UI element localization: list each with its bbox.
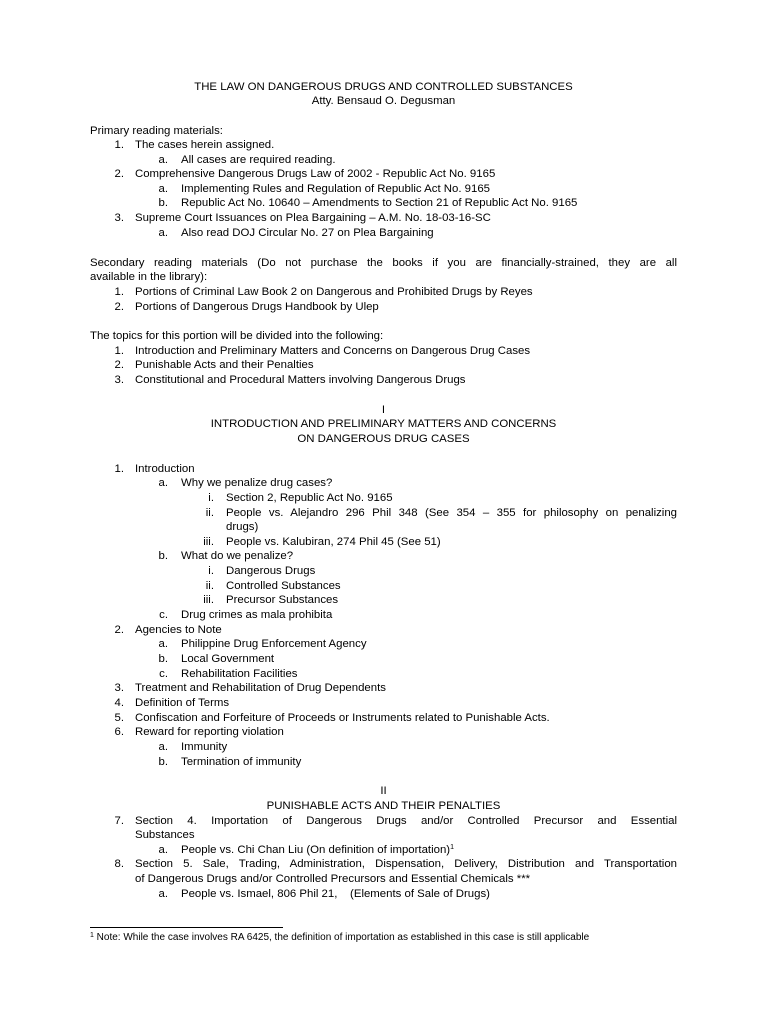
list-number: 2. (114, 624, 124, 636)
list-item: What do we penalize? (181, 550, 294, 562)
list-item: The cases herein assigned. (135, 139, 275, 151)
list-roman: iii. (203, 536, 214, 548)
list-item: Treatment and Rehabilitation of Drug Dependents (135, 682, 386, 694)
list-item: Drug crimes as mala prohibita (181, 609, 333, 621)
section-title: ON DANGEROUS DRUG CASES (297, 433, 470, 445)
list-item-cont: of Dangerous Drugs and/or Controlled Precursors and Essential Chemicals *** (135, 873, 531, 885)
list-number: 2. (114, 301, 124, 313)
footnote-reference[interactable]: 1 (450, 844, 454, 851)
list-number: 2. (114, 168, 124, 180)
footnote-divider (90, 927, 283, 928)
list-item: Dangerous Drugs (226, 565, 316, 577)
list-item-cont: Substances (135, 829, 195, 841)
list-item: Reward for reporting violation (135, 726, 284, 738)
list-letter: a. (158, 183, 168, 195)
list-letter: a. (158, 638, 168, 650)
list-letter: a. (158, 741, 168, 753)
list-roman: i. (208, 492, 214, 504)
list-item: Controlled Substances (226, 580, 341, 592)
list-letter: a. (158, 227, 168, 239)
secondary-heading-cont: available in the library): (90, 271, 208, 283)
list-roman: ii. (205, 580, 214, 592)
section-numeral: I (381, 404, 386, 416)
list-item: Introduction and Preliminary Matters and Concerns on Dangerous Drug Cases (135, 345, 531, 357)
list-item: Comprehensive Dangerous Drugs Law of 2002 - Republic Act No. 9165 (135, 168, 496, 180)
list-item: Section 4. Importation of Dangerous Drugs and/or Controlled Precursor and Essential (135, 815, 677, 827)
section-title: PUNISHABLE ACTS AND THEIR PENALTIES (266, 800, 501, 812)
footnote-mark: 1 (90, 932, 94, 939)
footnote (90, 931, 589, 945)
list-number: 3. (114, 682, 124, 694)
list-letter: a. (158, 154, 168, 166)
list-item: People vs. Alejandro 296 Phil 348 (See 354 – 355 for philosophy on penalizing (226, 507, 677, 519)
list-item-text: People vs. Chi Chan Liu (On definition of importation) (181, 844, 451, 856)
list-item: Section 2, Republic Act No. 9165 (226, 492, 393, 504)
list-letter: a. (158, 477, 168, 489)
list-item: Implementing Rules and Regulation of Republic Act No. 9165 (181, 183, 490, 195)
list-number: 3. (114, 374, 124, 386)
list-letter: c. (159, 609, 168, 621)
list-letter: b. (158, 197, 168, 209)
section-numeral: II (380, 785, 387, 797)
list-item: Precursor Substances (226, 594, 339, 606)
document-author: Atty. Bensaud O. Degusman (311, 95, 456, 107)
list-number: 8. (114, 858, 124, 870)
list-item: Portions of Criminal Law Book 2 on Dangerous and Prohibited Drugs by Reyes (135, 286, 533, 298)
list-item: Supreme Court Issuances on Plea Bargaining – A.M. No. 18-03-16-SC (135, 212, 491, 224)
list-number: 4. (114, 697, 124, 709)
document-title: THE LAW ON DANGEROUS DRUGS AND CONTROLLED SUBSTANCES (194, 81, 573, 93)
list-item: People vs. Ismael, 806 Phil 21, (Elements of Sale of Drugs) (181, 888, 490, 900)
list-item: Why we penalize drug cases? (181, 477, 333, 489)
secondary-heading: Secondary reading materials (Do not purchase the books if you are financially-strained, they are all (90, 257, 677, 269)
primary-heading: Primary reading materials: (90, 125, 223, 137)
list-item: Philippine Drug Enforcement Agency (181, 638, 367, 650)
list-number: 2. (114, 359, 124, 371)
list-item: All cases are required reading. (181, 154, 336, 166)
list-item: Rehabilitation Facilities (181, 668, 298, 680)
list-item: Confiscation and Forfeiture of Proceeds or Instruments related to Punishable Acts. (135, 712, 550, 724)
topics-heading: The topics for this portion will be divided into the following: (90, 330, 384, 342)
list-item: Local Government (181, 653, 275, 665)
list-item-cont: drugs) (226, 521, 259, 533)
list-letter: b. (158, 550, 168, 562)
list-letter: a. (158, 844, 168, 856)
list-number: 1. (114, 345, 124, 357)
list-roman: i. (208, 565, 214, 577)
footnote-text: Note: While the case involves RA 6425, the definition of importation as established in this case is still applicable (93, 932, 590, 943)
list-item: Constitutional and Procedural Matters involving Dangerous Drugs (135, 374, 466, 386)
section-title: INTRODUCTION AND PRELIMINARY MATTERS AND CONCERNS (210, 418, 557, 430)
list-item: People vs. Kalubiran, 274 Phil 45 (See 51) (226, 536, 441, 548)
list-item: Also read DOJ Circular No. 27 on Plea Bargaining (181, 227, 434, 239)
list-item: Immunity (181, 741, 228, 753)
list-item: Republic Act No. 10640 – Amendments to Section 21 of Republic Act No. 9165 (181, 197, 578, 209)
list-letter: c. (159, 668, 168, 680)
list-number: 1. (114, 463, 124, 475)
list-letter: a. (158, 888, 168, 900)
list-number: 1. (114, 286, 124, 298)
list-letter: b. (158, 653, 168, 665)
list-item: Agencies to Note (135, 624, 222, 636)
list-number: 6. (114, 726, 124, 738)
list-item: Termination of immunity (181, 756, 302, 768)
list-number: 7. (114, 815, 124, 827)
list-roman: iii. (203, 594, 214, 606)
list-item: Introduction (135, 463, 195, 475)
list-item: Section 5. Sale, Trading, Administration, Dispensation, Delivery, Distribution and Transportation (135, 858, 677, 870)
list-item: Portions of Dangerous Drugs Handbook by Ulep (135, 301, 379, 313)
list-item (181, 843, 454, 857)
list-roman: ii. (205, 507, 214, 519)
list-item: Punishable Acts and their Penalties (135, 359, 314, 371)
list-number: 1. (114, 139, 124, 151)
list-number: 3. (114, 212, 124, 224)
list-letter: b. (158, 756, 168, 768)
list-item: Definition of Terms (135, 697, 230, 709)
list-number: 5. (114, 712, 124, 724)
